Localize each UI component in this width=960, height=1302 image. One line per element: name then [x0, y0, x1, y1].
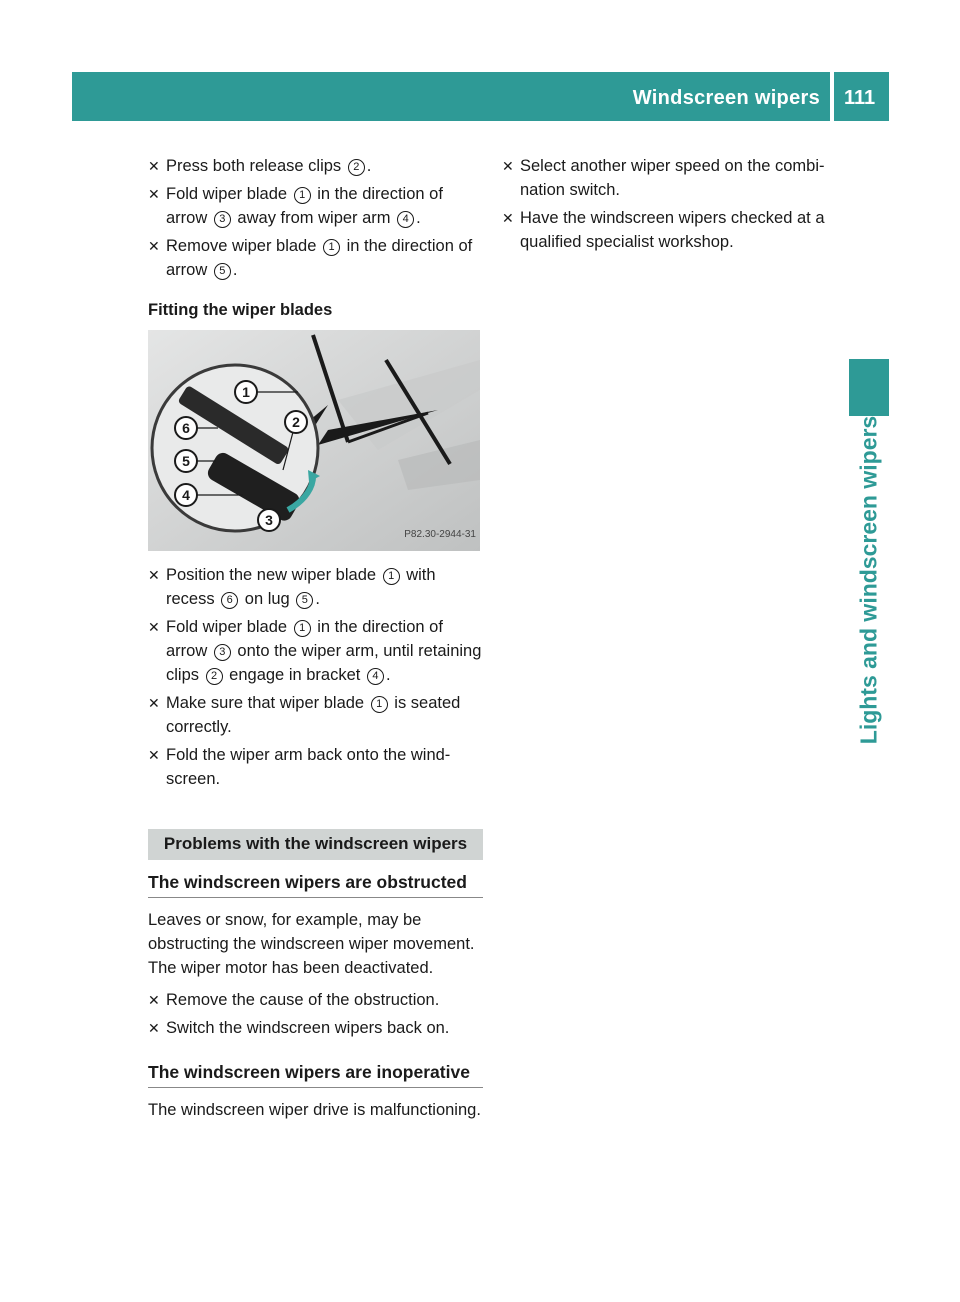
inoperative-heading: The windscreen wipers are inoperative	[148, 1060, 483, 1088]
callout-1: 1	[242, 384, 250, 400]
item-number: 5	[214, 263, 231, 280]
item-number: 1	[294, 187, 311, 204]
step-text: .	[366, 157, 372, 175]
step-text: Press both release clips	[166, 157, 346, 175]
item-number: 1	[323, 239, 340, 256]
callout-2: 2	[292, 414, 300, 430]
wiper-illustration	[148, 330, 480, 551]
instruction-step	[148, 691, 483, 739]
wiper-figure	[148, 330, 480, 551]
step-text: Make sure that wiper blade	[166, 694, 369, 712]
item-number: 3	[214, 644, 231, 661]
instruction-step	[148, 1016, 483, 1040]
step-arrow-icon: ✕	[148, 619, 160, 635]
step-text: on lug	[240, 590, 295, 608]
instruction-step	[148, 154, 483, 178]
step-arrow-icon: ✕	[148, 567, 160, 583]
side-tab-label: Lights and windscreen wipers	[855, 415, 882, 745]
step-arrow-icon: ✕	[148, 747, 160, 763]
step-arrow-icon: ✕	[148, 695, 160, 711]
item-number: 3	[214, 211, 231, 228]
step-text: Position the new wiper blade	[166, 566, 381, 584]
step-text: is seated correctly.	[166, 694, 461, 736]
step-arrow-icon: ✕	[148, 186, 160, 202]
step-text: with recess	[166, 566, 436, 608]
step-text: Fold wiper blade	[166, 185, 292, 203]
right-column	[502, 154, 842, 258]
step-text: Switch the windscreen wipers back on.	[166, 1019, 450, 1037]
step-text: away from wiper arm	[232, 209, 396, 227]
item-number: 1	[383, 568, 400, 585]
instruction-step	[502, 206, 842, 254]
step-text: Fold wiper blade	[166, 618, 292, 636]
instruction-step	[502, 154, 842, 202]
step-text: Have the windscreen wipers checked at a qualified specialist workshop.	[520, 209, 825, 251]
step-arrow-icon: ✕	[148, 238, 160, 254]
callout-4: 4	[182, 487, 190, 503]
section-title: Problems with the windscreen wipers	[148, 829, 483, 860]
fitting-heading: Fitting the wiper blades	[148, 301, 333, 319]
figure-code: P82.30-2944-31	[404, 529, 476, 540]
callout-6: 6	[182, 420, 190, 436]
instruction-step	[148, 615, 483, 687]
step-arrow-icon: ✕	[148, 1020, 160, 1036]
inoperative-steps	[502, 154, 842, 254]
item-number: 6	[221, 592, 238, 609]
item-number: 2	[206, 668, 223, 685]
inoperative-text: The windscreen wiper drive is malfunctioning.	[148, 1101, 481, 1119]
step-text: Remove the cause of the obstruction.	[166, 991, 440, 1009]
step-text: Fold the wiper arm back onto the wind-screen.	[166, 746, 451, 788]
removal-steps	[148, 154, 483, 282]
step-text: in the direction of arrow	[166, 237, 473, 279]
item-number: 4	[367, 668, 384, 685]
item-number: 1	[294, 620, 311, 637]
header-divider	[830, 72, 834, 121]
step-text: Remove wiper blade	[166, 237, 321, 255]
step-text: in the direction of arrow	[166, 618, 443, 660]
instruction-step	[148, 743, 483, 791]
item-number: 4	[397, 211, 414, 228]
page-number: 111	[844, 87, 876, 109]
obstructed-heading: The windscreen wipers are obstructed	[148, 870, 483, 898]
item-number: 1	[371, 696, 388, 713]
left-column	[148, 154, 483, 1130]
side-tab-marker	[849, 359, 889, 416]
step-text: .	[315, 590, 320, 608]
page-title: Windscreen wipers	[632, 87, 820, 109]
instruction-step	[148, 988, 483, 1012]
step-arrow-icon: ✕	[148, 158, 160, 174]
instruction-step	[148, 563, 483, 611]
step-text: engage in bracket	[224, 666, 365, 684]
step-arrow-icon: ✕	[148, 992, 160, 1008]
step-text: .	[385, 666, 391, 684]
step-arrow-icon: ✕	[502, 158, 514, 174]
step-text: Select another wiper speed on the combi-nation switch.	[520, 157, 825, 199]
item-number: 5	[296, 592, 313, 609]
instruction-step	[148, 234, 483, 282]
obstructed-steps	[148, 988, 483, 1040]
callout-3: 3	[265, 512, 273, 528]
fitting-steps	[148, 563, 483, 791]
obstructed-text: Leaves or snow, for example, may be obstructing the windscreen wiper movement. The wiper motor has been deactivated.	[148, 911, 475, 977]
step-text: .	[416, 209, 421, 227]
callout-5: 5	[182, 453, 190, 469]
instruction-step	[148, 182, 483, 230]
item-number: 2	[348, 159, 365, 176]
step-text: .	[232, 261, 238, 279]
step-text: onto the wiper arm, until retaining clips	[166, 642, 482, 684]
step-arrow-icon: ✕	[502, 210, 514, 226]
step-text: in the direction of arrow	[166, 185, 443, 227]
